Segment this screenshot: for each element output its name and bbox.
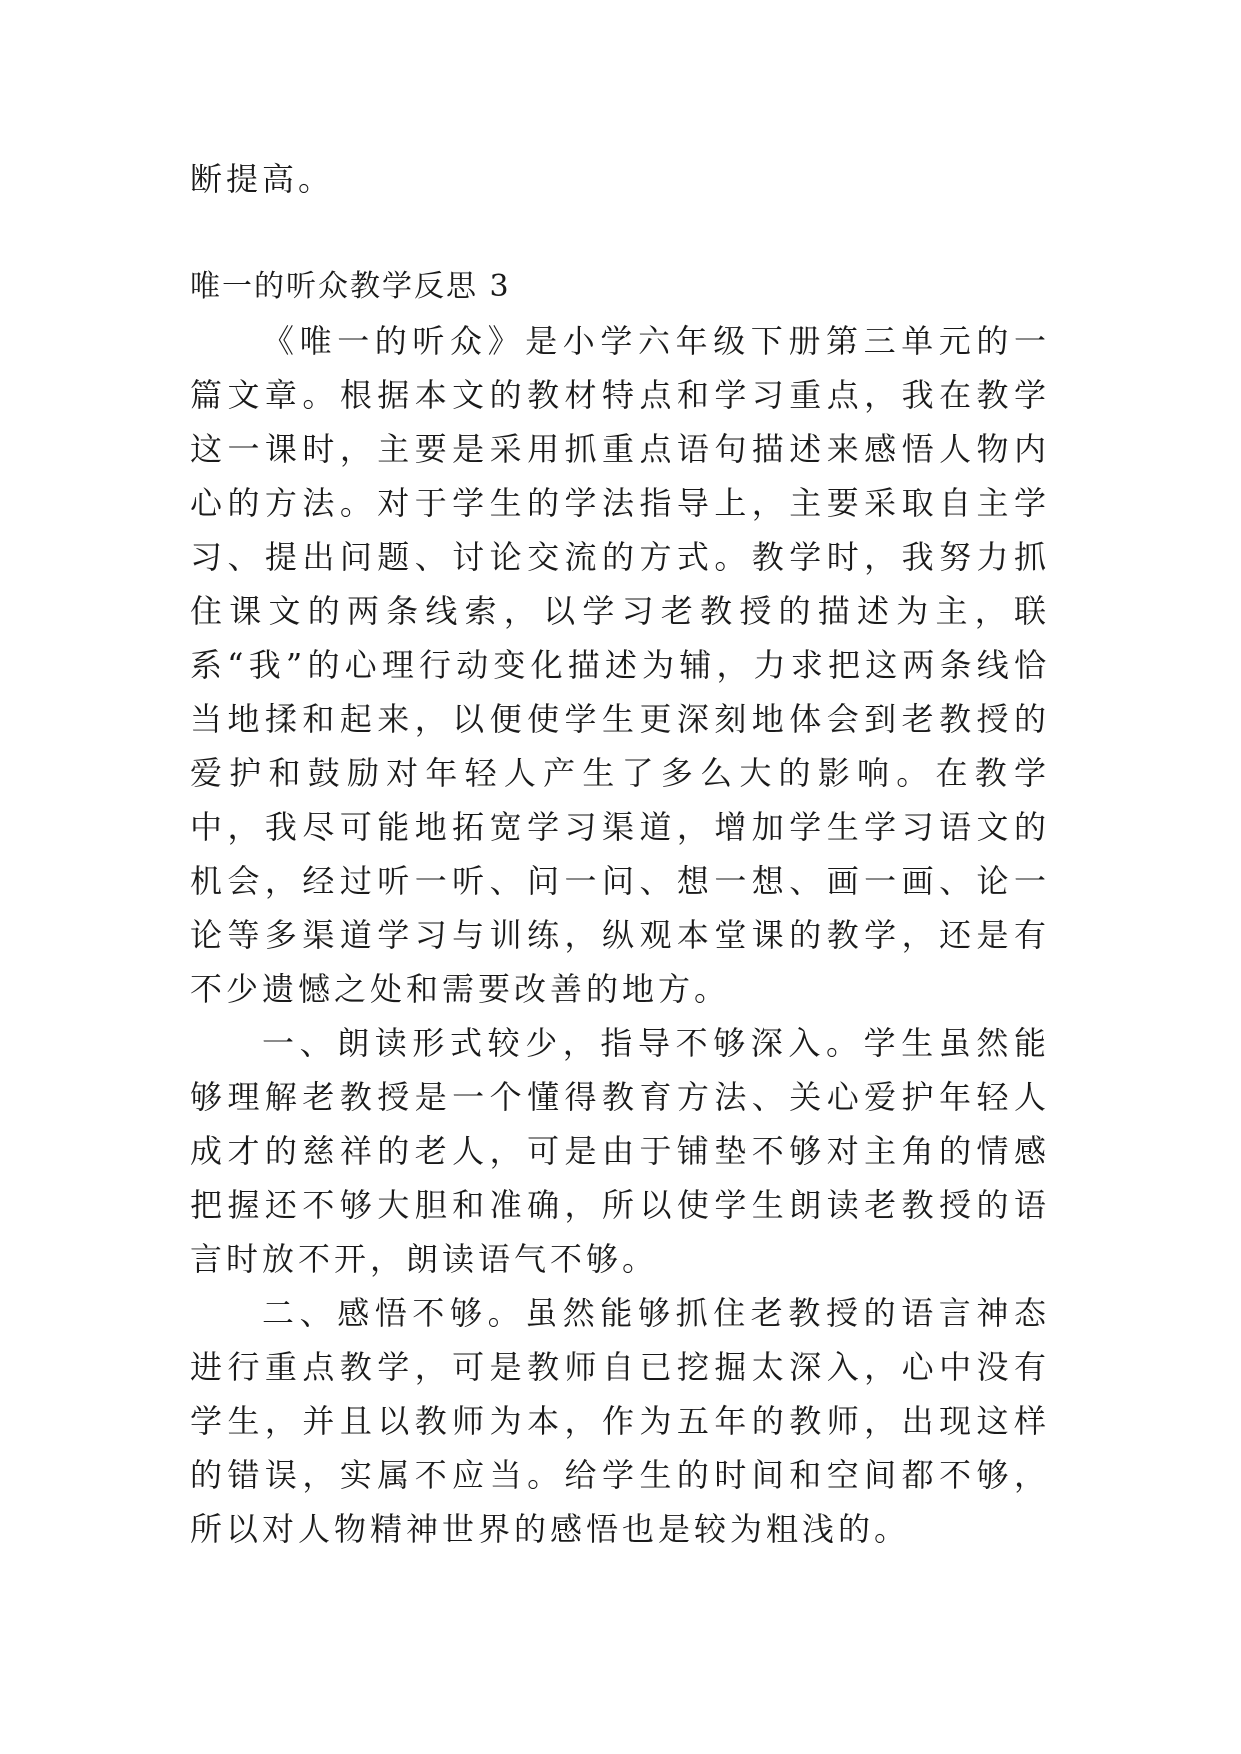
body-paragraph-3: 二、感悟不够。虽然能够抓住老教授的语言神态进行重点教学，可是教师自已挖掘太深入，心中没有学生，并且以教师为本，作为五年的教师，出现这样的错误，实属不应当。给学生的时间和空间都不够，所以对人物精神世界的感悟也是较为粗浅的。: [190, 1294, 1050, 1548]
section-title: 唯一的听众教学反思 3: [190, 269, 511, 304]
body-paragraph-1: 《唯一的听众》是小学六年级下册第三单元的一篇文章。根据本文的教材特点和学习重点，我在教学这一课时，主要是采用抓重点语句描述来感悟人物内心的方法。对于学生的学法指导上，主要采取自主学习、提出问题、讨论交流的方式。教学时，我努力抓住课文的两条线索，以学习老教授的描述为主，联系“我”的心理行动变化描述为辅，力求把这两条线恰当地揉和起来，以便使学生更深刻地体会到老教授的爱护和鼓励对年轻人产生了多么大的影响。在教学中，我尽可能地拓宽学习渠道，增加学生学习语文的机会，经过听一听、问一问、想一想、画一画、论一论等多渠道学习与训练，纵观本堂课的教学，还是有不少遗憾之处和需要改善的地方。: [190, 322, 1050, 1008]
body-paragraph-2: 一、朗读形式较少，指导不够深入。学生虽然能够理解老教授是一个懂得教育方法、关心爱护年轻人成才的慈祥的老人，可是由于铺垫不够对主角的情感把握还不够大胆和准确，所以使学生朗读老教授的语言时放不开，朗读语气不够。: [190, 1024, 1050, 1278]
document-body: [190, 152, 1050, 1556]
lead-fragment: 断提高。: [190, 160, 335, 198]
